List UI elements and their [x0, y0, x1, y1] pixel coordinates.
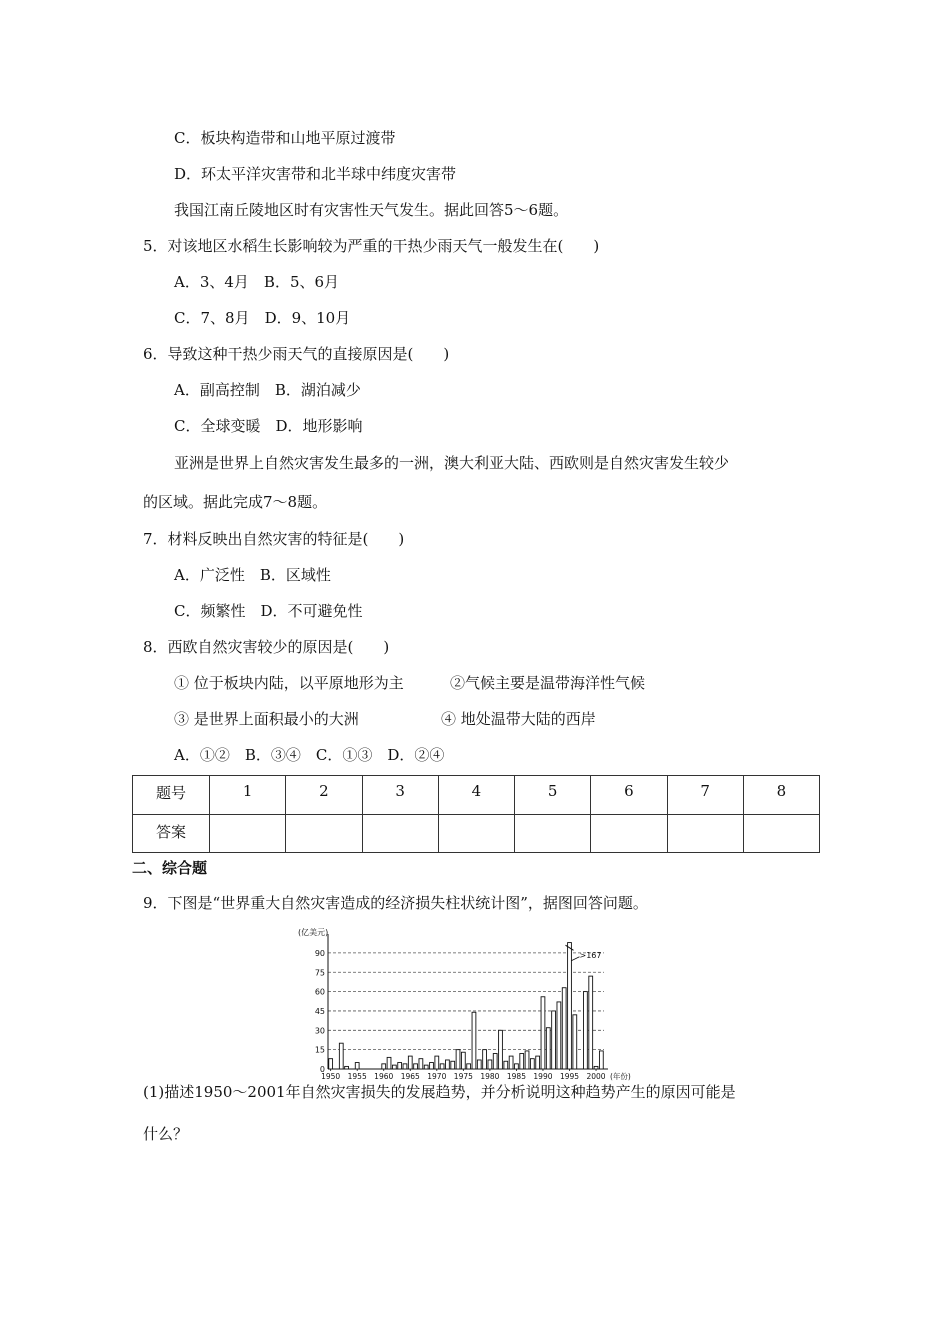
bar — [557, 1002, 561, 1069]
answer-header: 答案 — [133, 814, 210, 853]
question-6-options-cd: C．全球变暖 D．地形影响 — [174, 417, 363, 435]
bar — [424, 1065, 428, 1069]
bar — [408, 1056, 412, 1069]
bar — [382, 1064, 386, 1069]
table-cell: 7 — [667, 776, 743, 815]
bar — [520, 1054, 524, 1069]
x-tick-label: 1955 — [347, 1072, 367, 1081]
y-tick-label: 30 — [314, 1026, 325, 1036]
y-tick-label: 0 — [319, 1065, 325, 1074]
bar — [440, 1064, 444, 1069]
annotation-label: >167 — [579, 951, 602, 961]
question-number-header: 题号 — [133, 776, 210, 815]
bar — [446, 1060, 450, 1069]
bar — [419, 1059, 423, 1069]
economic-loss-bar-chart — [296, 926, 656, 1081]
bar — [546, 1028, 550, 1069]
answer-cell[interactable] — [210, 814, 286, 853]
bar — [392, 1065, 396, 1069]
bar — [584, 992, 588, 1069]
y-tick-label: 75 — [314, 968, 325, 978]
question-5-options-cd: C．7、8月 D．9、10月 — [174, 309, 351, 327]
bar — [504, 1061, 508, 1069]
y-tick-label: 90 — [314, 948, 325, 958]
answer-cell[interactable] — [286, 814, 362, 853]
bar — [355, 1063, 359, 1069]
table-cell: 1 — [210, 776, 286, 815]
bar — [499, 1030, 503, 1069]
intro-q7-8-line2: 的区域。据此完成7～8题。 — [143, 493, 328, 511]
bar — [536, 1056, 540, 1069]
question-8: 8．西欧自然灾害较少的原因是( ) — [143, 638, 390, 656]
question-8-statement-2: ②气候主要是温带海洋性气候 — [450, 674, 646, 692]
section-heading: 二、综合题 — [132, 859, 208, 877]
y-tick-label: 45 — [314, 1006, 325, 1016]
question-8-options: A．①② B．③④ C．①③ D．②④ — [174, 746, 445, 764]
bar — [387, 1057, 391, 1069]
question-8-statement-1: ① 位于板块内陆，以平原地形为主 — [174, 674, 404, 692]
option-c: C．板块构造带和山地平原过渡带 — [174, 129, 396, 147]
bar — [530, 1059, 534, 1069]
answer-cell[interactable] — [591, 814, 667, 853]
bar — [398, 1063, 402, 1069]
answer-cell[interactable] — [438, 814, 514, 853]
question-5-options-ab: A．3、4月 B．5、6月 — [174, 273, 340, 291]
table-cell: 2 — [286, 776, 362, 815]
bar — [403, 1064, 407, 1069]
answer-table — [132, 775, 820, 853]
bar — [493, 1054, 497, 1069]
bar — [339, 1043, 343, 1069]
x-tick-label: 1995 — [559, 1072, 580, 1081]
bar — [483, 1050, 487, 1069]
table-cell: 6 — [591, 776, 667, 815]
table-cell: 3 — [362, 776, 438, 815]
bar — [562, 988, 566, 1069]
bar — [515, 1064, 519, 1069]
y-axis-label: (亿美元) — [298, 928, 329, 937]
question-8-statement-4: ④ 地处温带大陆的西岸 — [441, 710, 596, 728]
bar — [435, 1056, 439, 1069]
bar — [430, 1063, 434, 1069]
bar — [594, 1066, 598, 1069]
x-axis-label: (年份) — [610, 1072, 631, 1081]
bar — [414, 1064, 418, 1069]
x-tick-label: 1980 — [480, 1072, 500, 1081]
bar — [541, 997, 545, 1069]
bar — [568, 943, 572, 1069]
bar — [329, 1059, 333, 1069]
bar — [573, 1015, 577, 1069]
bar — [599, 1051, 603, 1069]
table-row — [133, 814, 820, 853]
question-9-part-1-line1: (1)描述1950～2001年自然灾害损失的发展趋势，并分析说明这种趋势产生的原因可能是 — [143, 1083, 736, 1101]
question-9: 9．下图是“世界重大自然灾害造成的经济损失柱状统计图”，据图回答问题。 — [143, 894, 648, 912]
bar — [467, 1064, 471, 1069]
answer-cell[interactable] — [362, 814, 438, 853]
x-tick-label: 1960 — [374, 1072, 394, 1081]
x-tick-label: 1985 — [506, 1072, 526, 1081]
bar — [589, 976, 593, 1069]
question-6: 6．导致这种干热少雨天气的直接原因是( ) — [143, 345, 450, 363]
intro-q5-6: 我国江南丘陵地区时有灾害性天气发生。据此回答5～6题。 — [174, 201, 569, 219]
y-tick-label: 15 — [314, 1045, 325, 1055]
bar — [552, 1011, 556, 1069]
bar — [509, 1056, 513, 1069]
bar — [477, 1060, 481, 1069]
table-cell: 8 — [743, 776, 819, 815]
bar — [456, 1050, 460, 1069]
question-7-options-cd: C．频繁性 D．不可避免性 — [174, 602, 363, 620]
answer-cell[interactable] — [515, 814, 591, 853]
x-tick-label: 1965 — [400, 1072, 420, 1081]
answer-cell[interactable] — [667, 814, 743, 853]
annotation-leader — [572, 957, 580, 961]
bar — [451, 1061, 455, 1069]
bar — [488, 1060, 492, 1069]
table-cell: 4 — [438, 776, 514, 815]
bar — [461, 1052, 465, 1069]
question-7: 7．材料反映出自然灾害的特征是( ) — [143, 530, 405, 548]
x-tick-label: 1950 — [321, 1072, 341, 1081]
x-tick-label: 1990 — [533, 1072, 553, 1081]
answer-cell[interactable] — [743, 814, 819, 853]
question-8-statement-3: ③ 是世界上面积最小的大洲 — [174, 710, 359, 728]
question-9-part-1-line2: 什么？ — [143, 1125, 189, 1143]
question-6-options-ab: A．副高控制 B．湖泊减少 — [174, 381, 361, 399]
bar — [472, 1012, 476, 1069]
x-tick-label: 1970 — [427, 1072, 447, 1081]
question-5: 5．对该地区水稻生长影响较为严重的干热少雨天气一般发生在( ) — [143, 237, 600, 255]
bar — [345, 1066, 349, 1069]
intro-q7-8-line1: 亚洲是世界上自然灾害发生最多的一洲，澳大利亚大陆、西欧则是自然灾害发生较少 — [174, 454, 730, 472]
x-tick-label: 2000 — [586, 1072, 606, 1081]
x-tick-label: 1975 — [453, 1072, 473, 1081]
question-7-options-ab: A．广泛性 B．区域性 — [174, 566, 331, 584]
option-d: D．环太平洋灾害带和北半球中纬度灾害带 — [174, 165, 457, 183]
table-cell: 5 — [515, 776, 591, 815]
bar — [525, 1051, 529, 1069]
y-tick-label: 60 — [314, 987, 325, 997]
table-row — [133, 776, 820, 815]
